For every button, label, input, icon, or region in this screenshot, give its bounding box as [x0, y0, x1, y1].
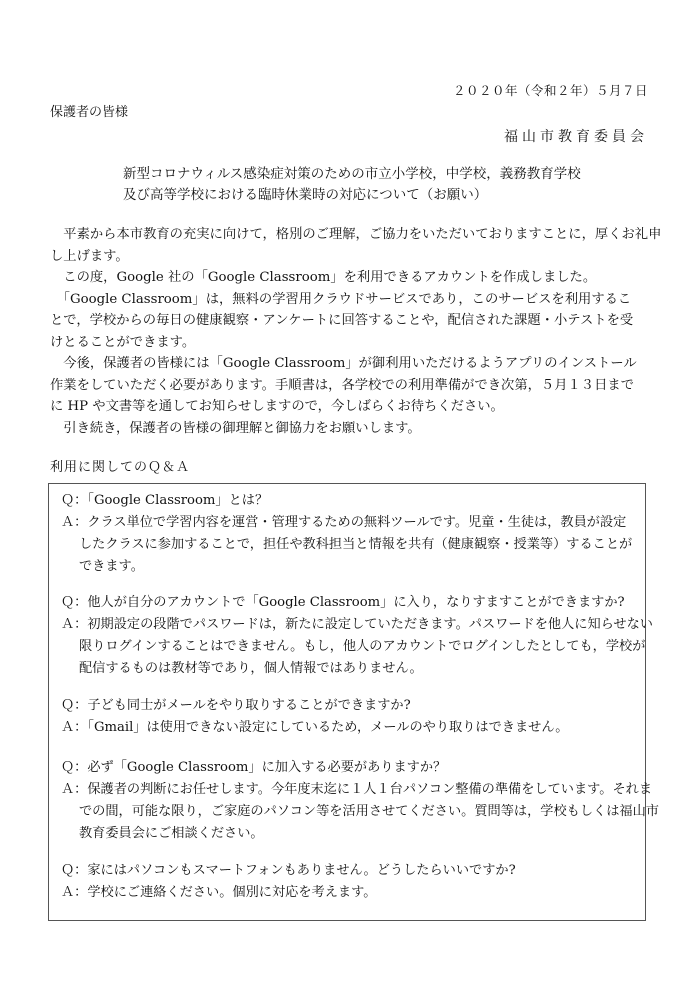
qa-item	[61, 490, 641, 578]
body-line: 平素から本市教育の充実に向けて，格別のご理解，ご協力をいただいておりますことに，厚くお礼申	[50, 227, 662, 242]
answer-line: 教育委員会にご相談ください。	[79, 826, 264, 841]
body-line: けとることができます。	[50, 334, 196, 350]
body-line: 作業をしていただく必要があります。手順書は，各学校での利用準備ができ次第，５月１３日まで	[50, 377, 634, 393]
qa-item	[61, 592, 653, 680]
body-line: とで，学校からの毎日の健康観察・アンケートに回答することや，配信された課題・小テストを受	[50, 313, 634, 328]
answer-line: Ａ：学校にご連絡ください。個別に対応を考えます。	[61, 885, 377, 900]
answer-line: Ａ：「Gmail」は使用できない設定にしているため，メールのやり取りはできません。	[61, 720, 569, 735]
answer-line: Ａ：クラス単位で学習内容を運営・管理するための無料ツールです。児童・生徒は，教員が設定	[61, 515, 627, 530]
body-line: 引き続き，保護者の皆様の御理解と御協力をお願いします。	[50, 420, 421, 436]
answer-line: したクラスに参加することで，担任や教科担当と情報を共有（健康観察・授業等）することが	[79, 537, 633, 552]
body-text	[50, 224, 662, 439]
answer-line: での間，可能な限り，ご家庭のパソコン等を活用させてください。質問等は，学校もしくは福山市	[79, 804, 659, 819]
answer-line: Ａ：初期設定の段階でパスワードは，新たに設定していただきます。パスワードを他人に知らせない	[61, 617, 653, 632]
question: Ｑ：必ず「Google Classroom」に加入する必要がありますか？	[61, 760, 447, 775]
qa-heading: 利用に関してのＱ＆Ａ	[50, 460, 191, 475]
question: Ｑ：「Google Classroom」とは？	[61, 493, 269, 508]
addressee: 保護者の皆様	[50, 105, 129, 120]
body-line: 今後，保護者の皆様には「Google Classroom」が御利用いただけるようアプリのインストール	[50, 356, 637, 371]
qa-box	[48, 483, 659, 921]
body-line: この度，Google 社の「Google Classroom」を利用できるアカウントを作成しました。	[50, 270, 597, 285]
qa-item	[61, 757, 659, 845]
answer-line: できます。	[79, 559, 144, 574]
document-title-line-1: 新型コロナウィルス感染症対策のための市立小学校，中学校，義務教育学校	[123, 166, 581, 182]
qa-item	[61, 695, 641, 739]
answer-line: Ａ：保護者の判断にお任せします。今年度末迄に１人１台パソコン整備の準備をしています。それま	[61, 782, 653, 797]
body-line: に HP や文書等を通してお知らせしますので，今しばらくお待ちください。	[50, 399, 504, 414]
body-line: 「Google Classroom」は，無料の学習用クラウドサービスであり，このサービスを利用するこ	[50, 291, 632, 307]
answer-line: 限りログインすることはできません。もし，他人のアカウントでログインしたとしても，学校が	[79, 639, 646, 654]
answer-line: 配信するものは教材等であり，個人情報ではありません。	[79, 661, 423, 676]
document-date: ２０２０年（令和２年）５月７日	[452, 83, 648, 98]
body-line: し上げます。	[50, 248, 129, 264]
question: Ｑ：子ども同士がメールをやり取りすることができますか?	[61, 698, 411, 713]
qa-item	[61, 860, 641, 904]
document-title-line-2: 及び高等学校における臨時休業時の対応について（お願い）	[123, 187, 488, 203]
sender: 福山市教育委員会	[504, 129, 648, 145]
question: Ｑ：家にはパソコンもスマートフォンもありません。どうしたらいいですか?	[61, 863, 516, 878]
question: Ｑ：他人が自分のアカウントで「Google Classroom」に入り，なりすますことができますか?	[61, 595, 625, 610]
